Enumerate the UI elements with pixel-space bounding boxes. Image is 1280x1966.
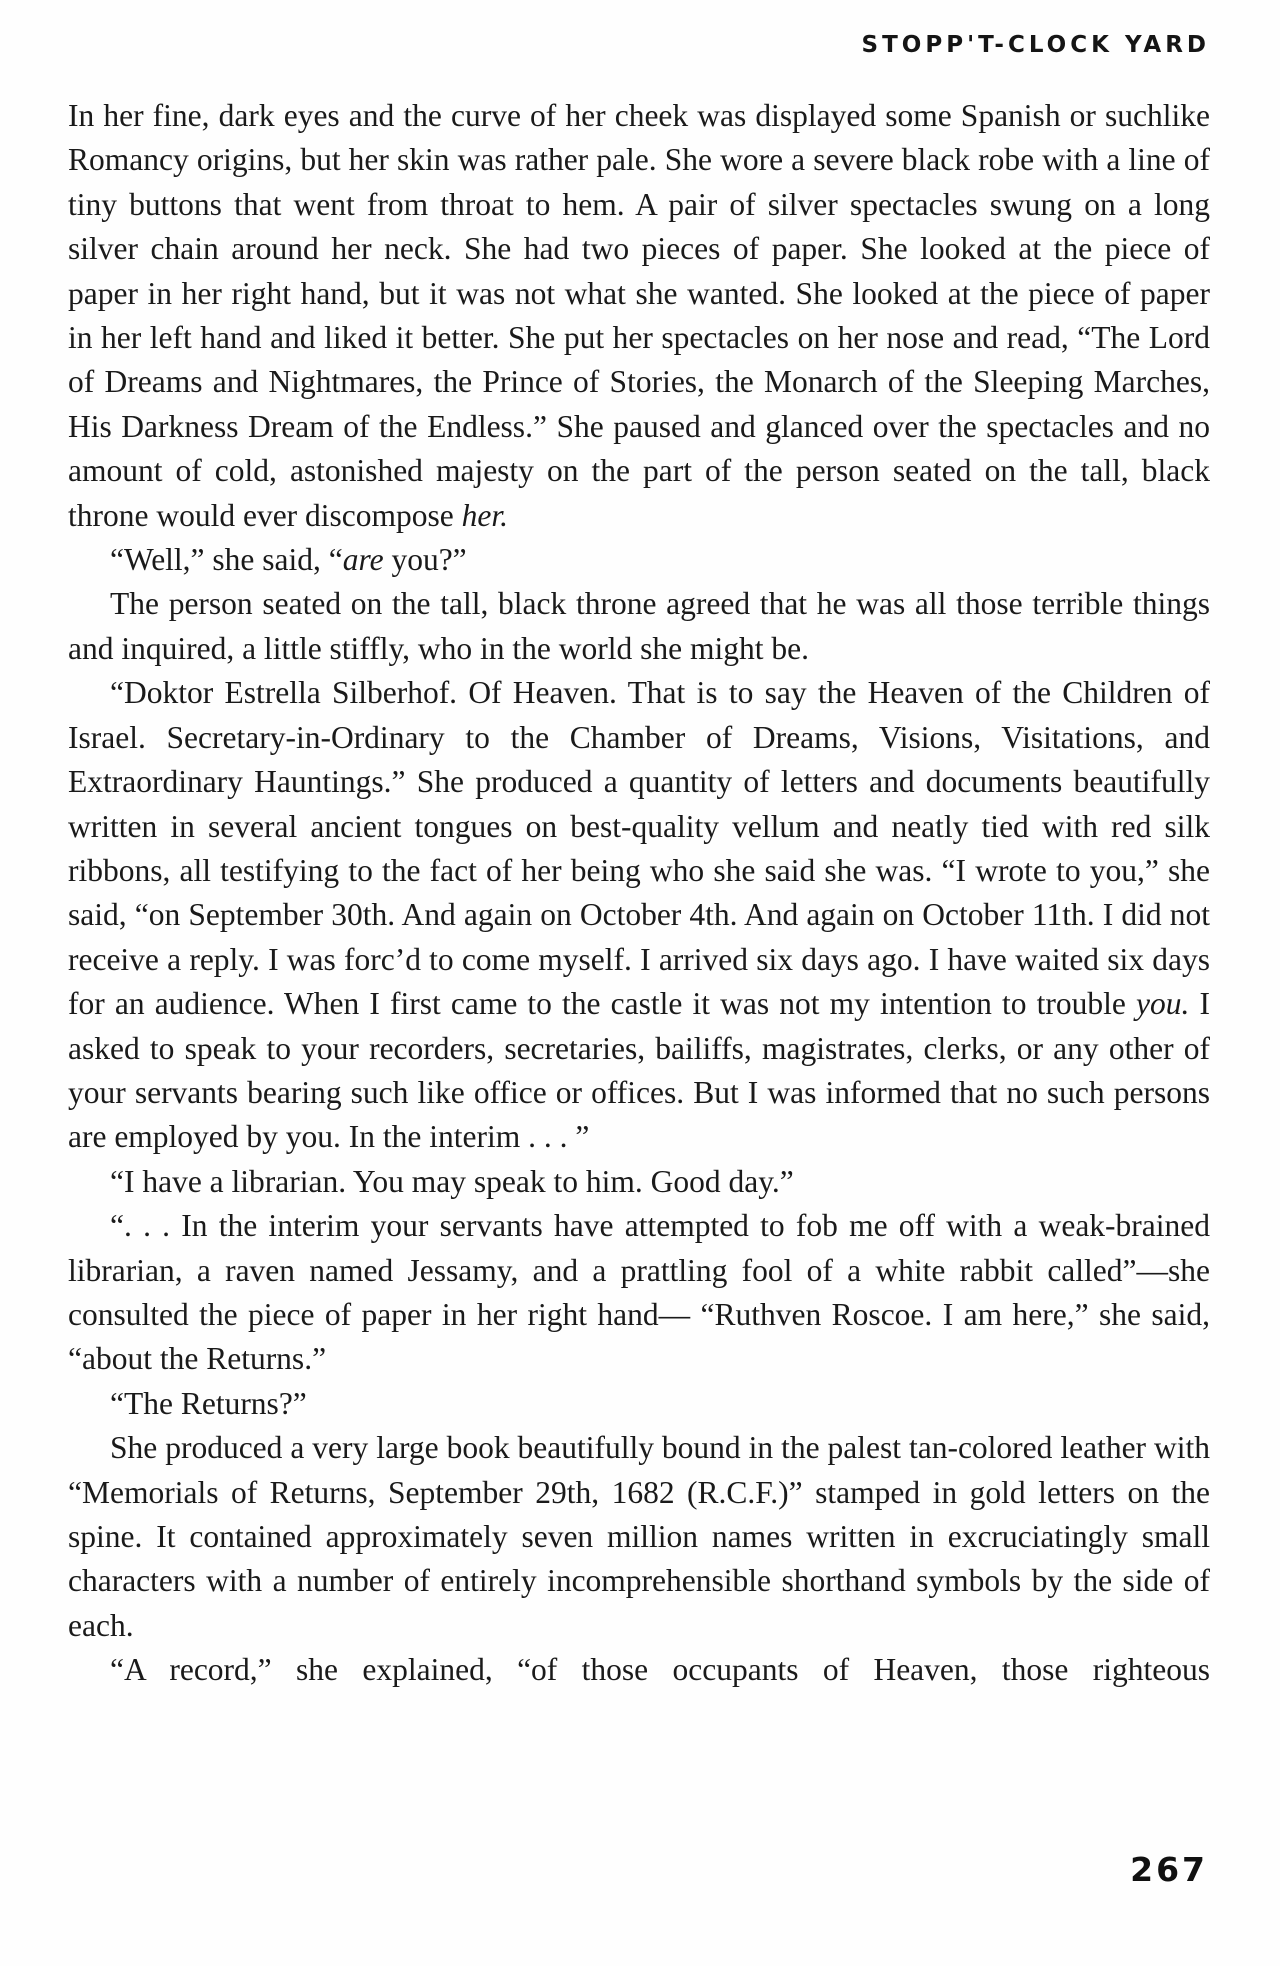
text-segment: you?” [383,542,467,578]
text-segment: “A record,” she explained, “of those occupants of Heaven, those righteous [110,1652,1210,1688]
body-text [68,94,1210,1693]
text-segment: “The Returns?” [110,1385,307,1421]
paragraph [68,1426,1210,1648]
paragraph [68,671,1210,1159]
text-segment: “Doktor Estrella Silberhof. Of Heaven. That is to say the Heaven of the Children of Israel. Secretary-in-Ordinary to the Chamber of Dreams, Visions, Visitations, and Extraordinary Hauntings.” She produced a quantity of letters and documents beautifully written in several ancient tongues on best-quality vellum and neatly tied with red silk ribbons, all testifying to the fact of her being who she said she was. “I wrote to you,” she said, “on September 30th. And again on October 4th. And again on October 11th. I did not receive a reply. I was forc’d to come myself. I arrived six days ago. I have waited six days for an audience. When I first came to the castle it was not my intention to trouble [68,675,1210,1022]
paragraph [68,94,1210,538]
italic-text: her. [461,497,509,533]
text-segment: “. . . In the interim your servants have attempted to fob me off with a weak-brained librarian, a raven named Jessamy, and a prattling fool of a white rabbit called”—she consulted the piece of paper in her right hand— “Ruthven Roscoe. I am here,” she said, “about the Returns.” [68,1208,1210,1377]
running-head: STOPP'T-CLOCK YARD [861,32,1210,58]
text-segment: The person seated on the tall, black throne agreed that he was all those terrible things and inquired, a little stiffly, who in the world she might be. [68,586,1210,666]
italic-text: you. [1136,986,1190,1022]
paragraph [68,1382,1210,1426]
paragraph [68,582,1210,671]
text-segment: I asked to speak to your recorders, secretaries, bailiffs, magistrates, clerks, or any other of your servants bearing such like office or offices. But I was informed that no such persons are employed by you. In the interim . . . ” [68,986,1211,1155]
page-number: 267 [1130,1850,1208,1889]
text-segment: She produced a very large book beautifully bound in the palest tan-colored leather with “Memorials of Returns, September 29th, 1682 (R.C.F.)” stamped in gold letters on the spine. It contained approximately seven million names written in excruciatingly small characters with a number of entirely incomprehensible shorthand symbols by the side of each. [68,1430,1210,1643]
text-segment: “I have a librarian. You may speak to him. Good day.” [110,1163,794,1199]
paragraph [68,1204,1210,1382]
paragraph [68,538,1210,582]
text-segment: In her fine, dark eyes and the curve of her cheek was displayed some Spanish or suchlike Romancy origins, but her skin was rather pale. She wore a severe black robe with a line of tiny buttons that went from throat to hem. A pair of silver spectacles swung on a long silver chain around her neck. She had two pieces of paper. She looked at the piece of paper in her right hand, but it was not what she wanted. She looked at the piece of paper in her left hand and liked it better. She put her spectacles on her nose and read, “The Lord of Dreams and Nightmares, the Prince of Stories, the Monarch of the Sleeping Marches, His Darkness Dream of the Endless.” She paused and glanced over the spectacles and no amount of cold, astonished majesty on the part of the person seated on the tall, black throne would ever discompose [68,98,1210,533]
italic-text: are [342,542,384,578]
paragraph [68,1160,1210,1204]
text-segment: “Well,” she said, “ [110,542,343,578]
paragraph-continued [68,1648,1210,1692]
